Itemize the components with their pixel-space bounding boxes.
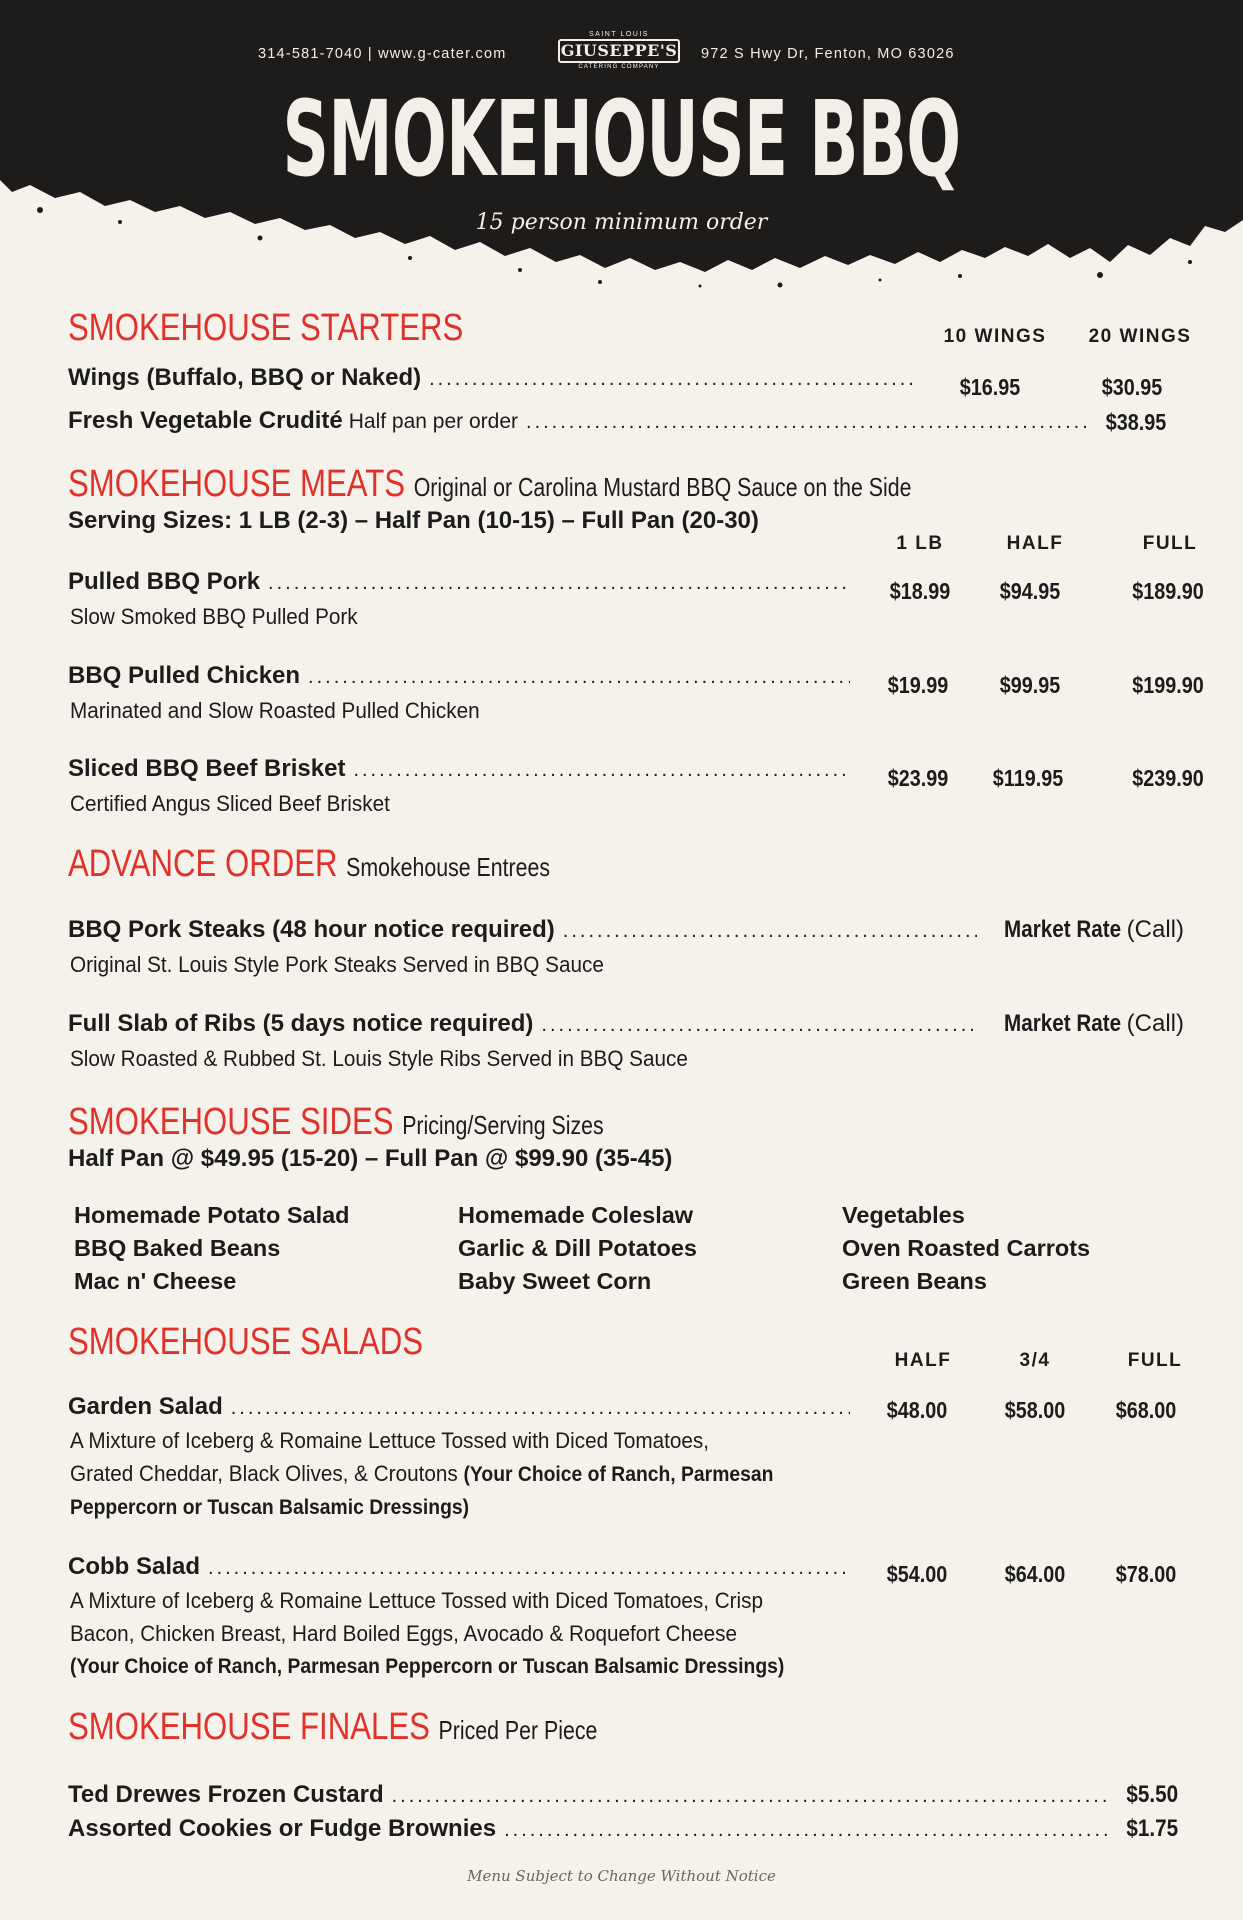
item-description: Original St. Louis Style Pork Steaks Served in BBQ Sauce [70, 952, 604, 977]
desc-bold-text: (Your Choice of Ranch, Parmesan [463, 1463, 774, 1486]
item-name: Pulled BBQ Pork [68, 568, 261, 595]
section-note: Original or Carolina Mustard BBQ Sauce on the Side [413, 472, 912, 502]
desc-line [70, 1457, 773, 1491]
item-name: Assorted Cookies or Fudge Brownies [68, 1815, 497, 1842]
item-name: Garden Salad [68, 1393, 223, 1420]
price-brisket-1lb: $23.99 [887, 765, 949, 791]
price-brisket-half: $119.95 [992, 765, 1064, 791]
side-item: Baby Sweet Corn [458, 1268, 652, 1294]
menu-item-wings [68, 364, 920, 392]
price-crudite: $38.95 [1105, 409, 1167, 435]
price-cobb-half: $54.00 [886, 1561, 948, 1587]
section-note: Smokehouse Entrees [346, 852, 551, 882]
section-heading-meats [68, 462, 911, 509]
section-note: Priced Per Piece [438, 1715, 598, 1745]
price-garden-half: $48.00 [886, 1397, 948, 1423]
dot-leader [208, 1557, 850, 1580]
dot-leader [504, 1819, 1110, 1842]
item-price: Market Rate [1003, 1010, 1121, 1037]
section-heading-sides [68, 1100, 604, 1147]
item-price-note: (Call) [1126, 1010, 1184, 1037]
item-price-note: (Call) [1126, 916, 1184, 943]
section-title: SMOKEHOUSE MEATS [68, 463, 406, 505]
item-note: Half pan per order [348, 410, 519, 433]
dot-leader [526, 411, 1090, 434]
dot-leader [563, 920, 977, 943]
desc-text: Grated Cheddar, Black Olives, & Croutons [70, 1461, 458, 1486]
item-name: Ted Drewes Frozen Custard [68, 1781, 384, 1808]
header-banner [0, 0, 1243, 300]
column-header-half: HALF [1006, 533, 1064, 554]
menu-item-pulled-chicken [68, 662, 858, 690]
side-item: BBQ Baked Beans [74, 1235, 281, 1261]
price-wings-20: $30.95 [1101, 374, 1163, 400]
menu-item-pork-steaks [68, 916, 1184, 944]
column-header-full: FULL [1142, 533, 1198, 554]
desc-line: (Your Choice of Ranch, Parmesan Peppercorn or Tuscan Balsamic Dressings) [70, 1655, 785, 1678]
dot-leader [541, 1014, 976, 1037]
price-garden-full: $68.00 [1115, 1397, 1177, 1423]
price-garden-three-quarter: $58.00 [1004, 1397, 1066, 1423]
logo-top-text: SAINT LOUIS [589, 31, 649, 38]
dot-leader [308, 666, 850, 689]
dot-leader [353, 759, 850, 782]
price-wings-10: $16.95 [959, 374, 1021, 400]
side-item: Garlic & Dill Potatoes [458, 1235, 697, 1261]
side-item: Mac n' Cheese [74, 1268, 237, 1294]
item-name: BBQ Pulled Chicken [68, 662, 301, 689]
item-price: Market Rate [1003, 916, 1121, 943]
item-description [70, 1584, 784, 1683]
item-name: Fresh Vegetable Crudité [68, 407, 343, 434]
sides-column-3 [842, 1199, 1090, 1298]
page-subtitle: 15 person minimum order [475, 210, 768, 235]
desc-line: Bacon, Chicken Breast, Hard Boiled Eggs, Avocado & Roquefort Cheese [70, 1621, 738, 1646]
column-header-1lb: 1 LB [896, 533, 944, 554]
item-description: Marinated and Slow Roasted Pulled Chicken [70, 698, 480, 723]
item-name: Full Slab of Ribs (5 days notice required) [68, 1010, 534, 1037]
item-description: Certified Angus Sliced Beef Brisket [70, 791, 390, 816]
price-pork-full: $189.90 [1132, 578, 1204, 604]
menu-item-ribs [68, 1010, 1184, 1038]
menu-item-cookies-brownies [68, 1815, 1178, 1843]
dot-leader [231, 1397, 850, 1420]
page-title: SMOKEHOUSE BBQ [282, 78, 961, 200]
footer-note: Menu Subject to Change Without Notice [467, 1867, 776, 1885]
desc-line: A Mixture of Iceberg & Romaine Lettuce Tossed with Diced Tomatoes, Crisp [70, 1588, 764, 1613]
column-header-half: HALF [894, 1350, 952, 1371]
side-item: Green Beans [842, 1268, 987, 1294]
column-header-20-wings: 20 WINGS [1088, 326, 1192, 347]
item-name: BBQ Pork Steaks (48 hour notice required) [68, 916, 555, 943]
item-description: Slow Smoked BBQ Pulled Pork [70, 604, 358, 629]
section-heading-starters: SMOKEHOUSE STARTERS [68, 307, 464, 349]
price-pork-half: $94.95 [999, 578, 1061, 604]
price-chicken-half: $99.95 [999, 672, 1061, 698]
section-note: Pricing/Serving Sizes [402, 1110, 604, 1140]
price-cobb-three-quarter: $64.00 [1004, 1561, 1066, 1587]
section-title: SMOKEHOUSE FINALES [68, 1706, 430, 1748]
price-chicken-full: $199.90 [1132, 672, 1204, 698]
sides-column-1 [74, 1199, 350, 1298]
column-header-three-quarter: 3/4 [1019, 1350, 1051, 1371]
price-pork-1lb: $18.99 [889, 578, 951, 604]
side-item: Oven Roasted Carrots [842, 1235, 1091, 1261]
section-heading-finales [68, 1705, 597, 1752]
menu-item-garden-salad [68, 1393, 858, 1421]
logo-sub-text: CATERING COMPANY [578, 64, 660, 70]
logo-name: GIUSEPPE'S [558, 39, 680, 63]
item-name: Wings (Buffalo, BBQ or Naked) [68, 364, 422, 391]
section-title: SMOKEHOUSE SIDES [68, 1101, 394, 1143]
menu-item-frozen-custard [68, 1781, 1178, 1809]
price-cobb-full: $78.00 [1115, 1561, 1177, 1587]
contact-address: 972 S Hwy Dr, Fenton, MO 63026 [701, 46, 955, 62]
contact-phone-web: 314-581-7040 | www.g-cater.com [258, 46, 507, 62]
dot-leader [268, 572, 850, 595]
section-title: ADVANCE ORDER [68, 843, 338, 885]
giuseppes-logo [557, 30, 681, 78]
side-item: Homemade Coleslaw [458, 1202, 694, 1228]
side-item: Homemade Potato Salad [74, 1202, 350, 1228]
menu-item-crudite [68, 407, 1098, 435]
sides-column-2 [458, 1199, 697, 1298]
dot-leader [429, 368, 912, 391]
item-name: Cobb Salad [68, 1553, 201, 1580]
price-chicken-1lb: $19.99 [887, 672, 949, 698]
desc-line: Peppercorn or Tuscan Balsamic Dressings) [70, 1496, 470, 1519]
menu-item-brisket [68, 755, 858, 783]
item-description [70, 1424, 773, 1524]
item-price: $5.50 [1126, 1781, 1178, 1808]
section-heading-advance-order [68, 842, 550, 889]
item-description: Slow Roasted & Rubbed St. Louis Style Ribs Served in BBQ Sauce [70, 1046, 688, 1071]
desc-line: A Mixture of Iceberg & Romaine Lettuce Tossed with Diced Tomatoes, [70, 1428, 709, 1453]
dot-leader [392, 1785, 1110, 1808]
column-header-10-wings: 10 WINGS [943, 326, 1047, 347]
meats-serving-sizes: Serving Sizes: 1 LB (2-3) – Half Pan (10-15) – Full Pan (20-30) [68, 507, 759, 534]
column-header-full: FULL [1127, 1350, 1183, 1371]
sides-serving-sizes: Half Pan @ $49.95 (15-20) – Full Pan @ $99.90 (35-45) [68, 1145, 673, 1172]
menu-item-pulled-pork [68, 568, 858, 596]
item-price: $1.75 [1126, 1815, 1178, 1842]
section-heading-salads: SMOKEHOUSE SALADS [68, 1321, 423, 1363]
menu-item-cobb-salad [68, 1553, 858, 1581]
item-name: Sliced BBQ Beef Brisket [68, 755, 346, 782]
price-brisket-full: $239.90 [1132, 765, 1204, 791]
side-item: Vegetables [842, 1202, 965, 1228]
